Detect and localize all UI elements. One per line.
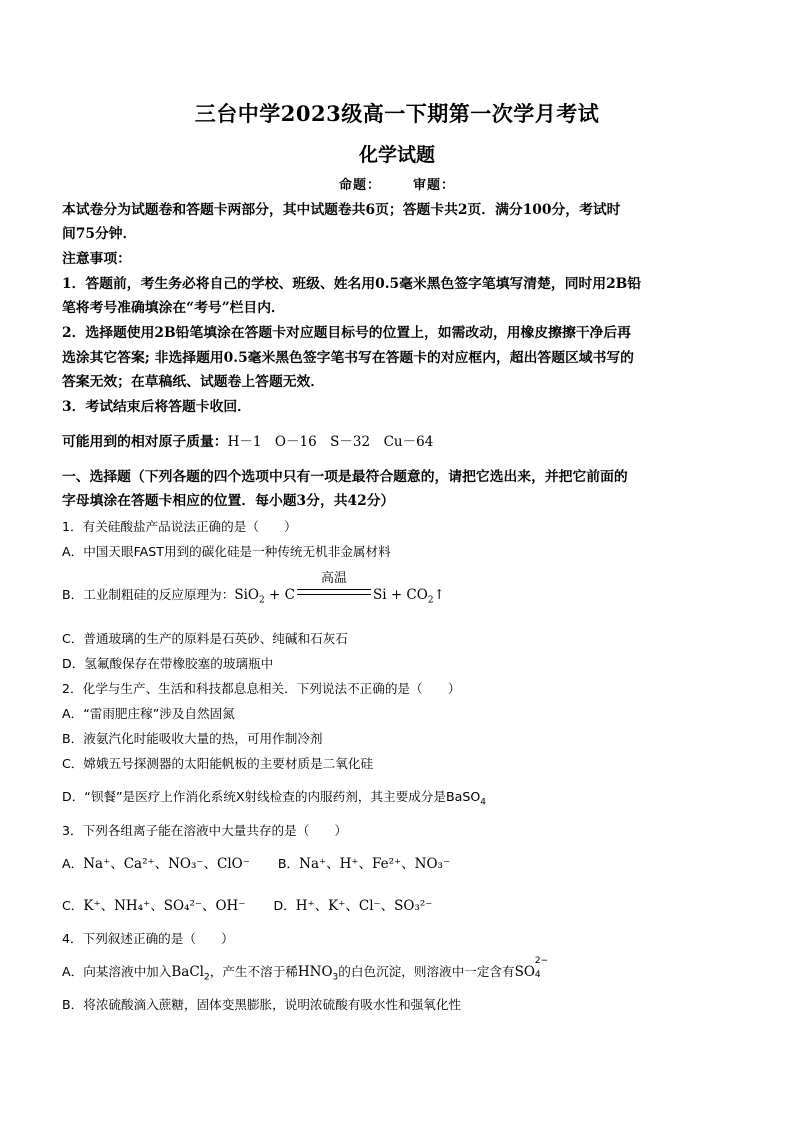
- subject-title: 化学试题: [358, 144, 435, 166]
- q4-option-a: [62, 956, 742, 983]
- atomic-mass-values: H－1 O－16 S－32 Cu－64: [227, 434, 434, 450]
- q3-option-d-label: D．: [273, 898, 296, 913]
- q2-option-c: C．嫦娥五号探测器的太阳能帆板的主要材质是二氧化硅: [62, 756, 374, 771]
- q1-si-co2: Si + CO: [372, 587, 428, 603]
- q2-option-d-sub: 4: [480, 797, 486, 808]
- intro-line-1: 本试卷分为试题卷和答题卡两部分，其中试题卷共6页；答题卡共2页．满分100分，考试时: [62, 202, 621, 218]
- q4-a-hno: HNO: [297, 964, 333, 980]
- q4-a-so4-scripts: [534, 956, 549, 980]
- q3-option-c-ions: K⁺、NH₄⁺、SO₄²⁻、OH⁻: [83, 898, 246, 914]
- q1-option-b-prefix: B．工业制粗硅的反应原理为：: [62, 587, 235, 602]
- q4-a-part-2: ，产生不溶于稀: [209, 964, 298, 979]
- q1-double-bar: [297, 589, 371, 595]
- notes-title: 注意事项：: [62, 251, 131, 267]
- q1-plus-c: + C: [264, 587, 295, 603]
- q1-equals-sign: [297, 571, 371, 603]
- q1-option-b: [62, 571, 742, 606]
- setter-reviewer-line: [0, 174, 794, 193]
- note-1b: 笔将考号准确填涂在“考号”栏目内．: [62, 300, 285, 316]
- q3-options-ab: [62, 852, 742, 872]
- atomic-mass-line: [62, 430, 742, 450]
- intro-line-2: 间75分钟．: [62, 226, 137, 242]
- q4-a-bacl: BaCl: [171, 964, 204, 980]
- q3-options-cd: [62, 894, 742, 914]
- atomic-mass-label: 可能用到的相对原子质量：: [62, 434, 228, 450]
- q4-option-b: B．将浓硫酸滴入蔗糖，固体变黑膨胀，说明浓硫酸有吸水性和强氧化性: [62, 997, 462, 1012]
- q4-a-hno-sub: 3: [332, 972, 339, 983]
- q1-option-d: D．氢氟酸保存在带橡胶塞的玻璃瓶中: [62, 656, 274, 671]
- q2-option-a: A．“雷雨肥庄稼”涉及自然固氮: [62, 706, 235, 721]
- q1-equation-left: [234, 587, 295, 606]
- q3-option-c-label: C．: [62, 898, 84, 913]
- q4-a-part-1: A．向某溶液中加入: [62, 964, 172, 979]
- q3-option-d-ions: H⁺、K⁺、Cl⁻、SO₃²⁻: [295, 898, 433, 914]
- q3-stem: 3．下列各组离子能在溶液中大量共存的是（ ）: [62, 823, 348, 838]
- reviewer-label: 审题：: [413, 178, 456, 193]
- note-2a: 2．选择题使用2B铅笔填涂在答题卡对应题目标号的位置上，如需改动，用橡皮擦擦干净后再: [62, 325, 631, 341]
- q2-option-d: [62, 786, 742, 808]
- q4-stem: 4．下列叙述正确的是（ ）: [62, 931, 234, 946]
- q2-option-b: B．液氨汽化时能吸收大量的热，可用作制冷剂: [62, 731, 323, 746]
- q4-a-so4-charge: 2−: [534, 956, 549, 966]
- q1-co2-sub: 2: [427, 595, 434, 606]
- q3-option-a-ions: Na⁺、Ca²⁺、NO₃⁻、ClO⁻: [83, 856, 250, 872]
- q1-option-a: A．中国天眼FAST用到的碳化硅是一种传统无机非金属材料: [62, 544, 391, 559]
- q4-a-bacl-sub: 2: [204, 972, 210, 983]
- setter-label: 命题：: [338, 178, 381, 193]
- q1-sio2-sub: 2: [259, 595, 265, 606]
- exam-title: 三台中学2023级高一下期第一次学月考试: [194, 101, 600, 126]
- q2-stem: 2．化学与生产、生活和科技都息息相关．下列说法不正确的是（ ）: [62, 681, 461, 696]
- note-3: 3．考试结束后将答题卡收回．: [62, 399, 251, 415]
- section-1-line-2: 字母填涂在答题卡相应的位置．每小题3分，共42分）: [62, 493, 395, 509]
- note-1a: 1．答题前，考生务必将自己的学校、班级、姓名用0.5毫米黑色签字笔填写清楚，同时用2B铅: [62, 276, 642, 292]
- q4-a-part-3: 的白色沉淀，则溶液中一定含有: [338, 964, 515, 979]
- note-2c: 答案无效；在草稿纸、试题卷上答题无效．: [62, 374, 325, 390]
- q1-sio2: SiO: [234, 587, 259, 603]
- q3-option-b-label: B．: [277, 856, 300, 871]
- q4-a-so4-sub: 4: [534, 970, 541, 980]
- note-2b: 选涂其它答案; 非选择题用0.5毫米黑色签字笔书写在答题卡的对应框内，超出答题区域书写的: [62, 350, 634, 366]
- q1-equation-right: [372, 587, 445, 606]
- q2-option-d-text: D．“钡餐”是医疗上作消化系统X射线检查的内服药剂，其主要成分是BaSO: [62, 789, 481, 804]
- q1-stem: 1．有关硅酸盐产品说法正确的是（ ）: [62, 519, 297, 534]
- q1-reaction-condition: 高温: [320, 571, 347, 586]
- q4-a-so: SO: [514, 964, 535, 980]
- q1-gas-arrow: ↑: [433, 587, 445, 603]
- q1-option-c: C．普通玻璃的生产的原料是石英砂、纯碱和石灰石: [62, 631, 348, 646]
- section-1-line-1: 一、选择题（下列各题的四个选项中只有一项是最符合题意的，请把它选出来，并把它前面的: [62, 469, 628, 485]
- q3-option-a-label: A．: [62, 856, 84, 871]
- q3-option-b-ions: Na⁺、H⁺、Fe²⁺、NO₃⁻: [299, 856, 451, 872]
